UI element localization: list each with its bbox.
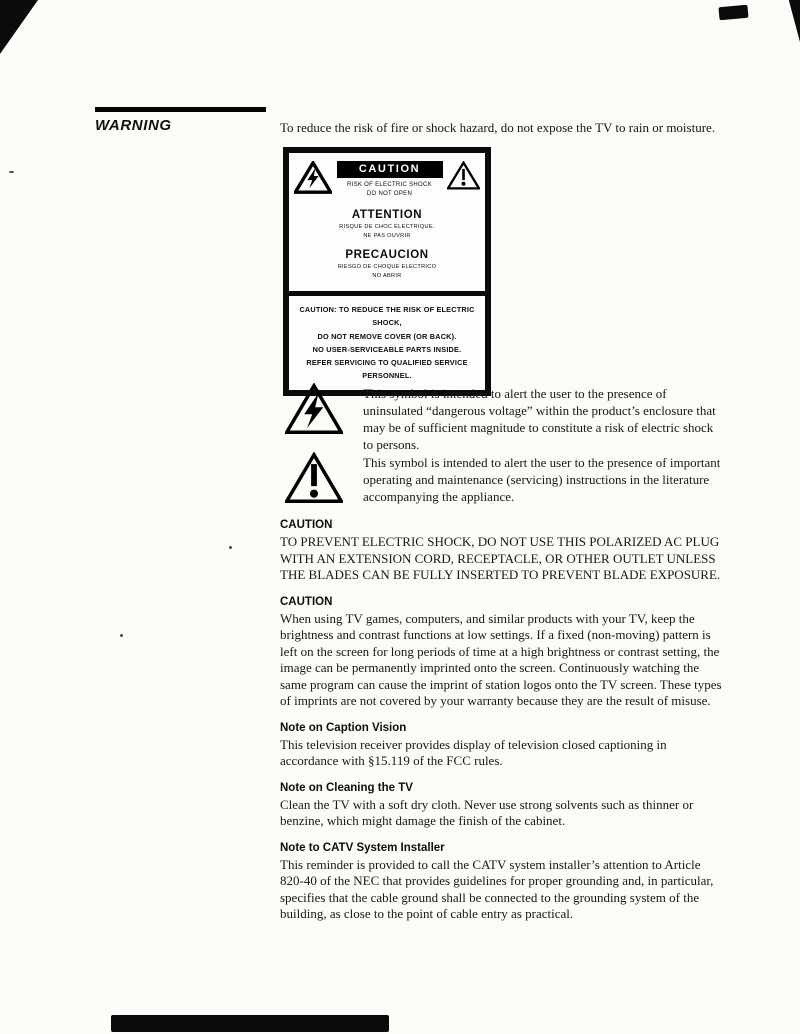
attention-subtext <box>294 223 480 241</box>
section-heading: Note on Caption Vision <box>280 721 407 734</box>
caution-box-center <box>332 161 447 200</box>
precaucion-title: PRECAUCION <box>345 249 429 262</box>
caution-bottom-line: DO NOT REMOVE COVER (OR BACK). <box>317 331 457 341</box>
body-sections <box>280 519 726 935</box>
attention-line: NE PAS OUVRIR <box>363 232 411 239</box>
scan-speck <box>229 546 232 549</box>
section-caution-plug <box>280 519 726 584</box>
symbol-note-text: This symbol is intended to alert the user to the presence of uninsulated “dangerous voltage” within the product’s enclosure that may be of sufficient magnitude to constitute a risk of electric shock to persons. <box>363 386 716 452</box>
caution-bottom-line: CAUTION: TO REDUCE THE RISK OF ELECTRIC SHOCK, <box>299 305 475 328</box>
scan-artifact-top-right <box>785 0 800 42</box>
caution-box-lower <box>289 291 485 390</box>
section-catv-installer <box>280 842 726 923</box>
precaucion-line: NO ABRIR <box>372 273 402 280</box>
section-heading: CAUTION <box>280 519 333 531</box>
symbol-note-exclamation <box>285 452 723 509</box>
caution-box-upper <box>289 153 485 291</box>
warning-heading: WARNING <box>95 117 172 134</box>
scan-artifact-top-left <box>0 0 38 54</box>
caution-bottom-line: NO USER-SERVICEABLE PARTS INSIDE. <box>312 344 462 354</box>
exclamation-triangle-icon <box>285 452 343 509</box>
section-body: TO PREVENT ELECTRIC SHOCK, DO NOT USE THIS POLARIZED AC PLUG WITH AN EXTENSION CORD, RECEPTACLE, OR OTHER OUTLET UNLESS THE BLADES CAN BE FULLY INSERTED TO PREVENT BLADE EXPOSURE. <box>280 534 721 582</box>
section-heading: CAUTION <box>280 595 333 608</box>
lightning-bolt-triangle-icon <box>294 161 332 199</box>
attention-line: RISQUE DE CHOC ELECTRIQUE. <box>339 223 435 230</box>
risk-line: RISK OF ELECTRIC SHOCK <box>347 182 432 188</box>
symbol-note-lightning <box>285 383 723 454</box>
caution-bar: CAUTION <box>337 161 443 178</box>
attention-title: ATTENTION <box>351 208 423 221</box>
scan-artifact-bottom <box>111 1015 389 1032</box>
section-body: This reminder is provided to call the CATV system installer’s attention to Article 820-40 of the NEC that provides guidelines for proper grounding and, in particular, specifies that the cable ground shall be connected to the grounding system of the building, as close to the point of cable entry as practical. <box>280 856 714 921</box>
warning-divider <box>95 107 266 112</box>
risk-of-shock-text <box>334 181 445 200</box>
caution-label-box <box>283 147 491 396</box>
caution-bottom-line: REFER SERVICING TO QUALIFIED SERVICE PERSONNEL. <box>306 357 468 380</box>
section-body: Clean the TV with a soft dry cloth. Never use strong solvents such as thinner or benzine, which might damage the finish of the cabinet. <box>280 796 694 828</box>
section-body: This television receiver provides display of television closed captioning in accordance with §15.119 of the FCC rules. <box>280 736 667 768</box>
section-cleaning <box>280 782 726 830</box>
lightning-bolt-triangle-icon <box>285 383 343 454</box>
scan-artifact-top <box>718 5 748 20</box>
section-caution-burn-in <box>280 596 726 710</box>
scan-speck <box>9 171 14 173</box>
exclamation-triangle-icon <box>447 161 480 195</box>
precaucion-subtext <box>294 263 480 281</box>
warning-intro-text: To reduce the risk of fire or shock hazard, do not expose the TV to rain or moisture. <box>280 120 716 135</box>
precaucion-line: RIESGO DE CHOQUE ELECTRICO <box>337 264 437 271</box>
scan-speck <box>120 634 123 637</box>
section-caption-vision <box>280 722 726 770</box>
section-heading: Note to CATV System Installer <box>280 841 445 854</box>
risk-line: DO NOT OPEN <box>366 191 413 198</box>
symbol-note-text: This symbol is intended to alert the user to the presence of important operating and maintenance (servicing) instructions in the literature accompanying the appliance. <box>363 455 721 504</box>
caution-box-header-row <box>294 161 480 200</box>
section-heading: Note on Cleaning the TV <box>280 781 413 794</box>
section-body: When using TV games, computers, and similar products with your TV, keep the brightness and contrast functions at low settings. If a fixed (non-moving) pattern is left on the screen for long periods of time at a high brightness or contrast setting, the image can be permanently imprinted onto the screen. Continuously watching the same program can cause the imprint of station logos onto the TV screen. These types of imprints are not covered by your warranty because they are the result of misuse. <box>280 610 722 708</box>
